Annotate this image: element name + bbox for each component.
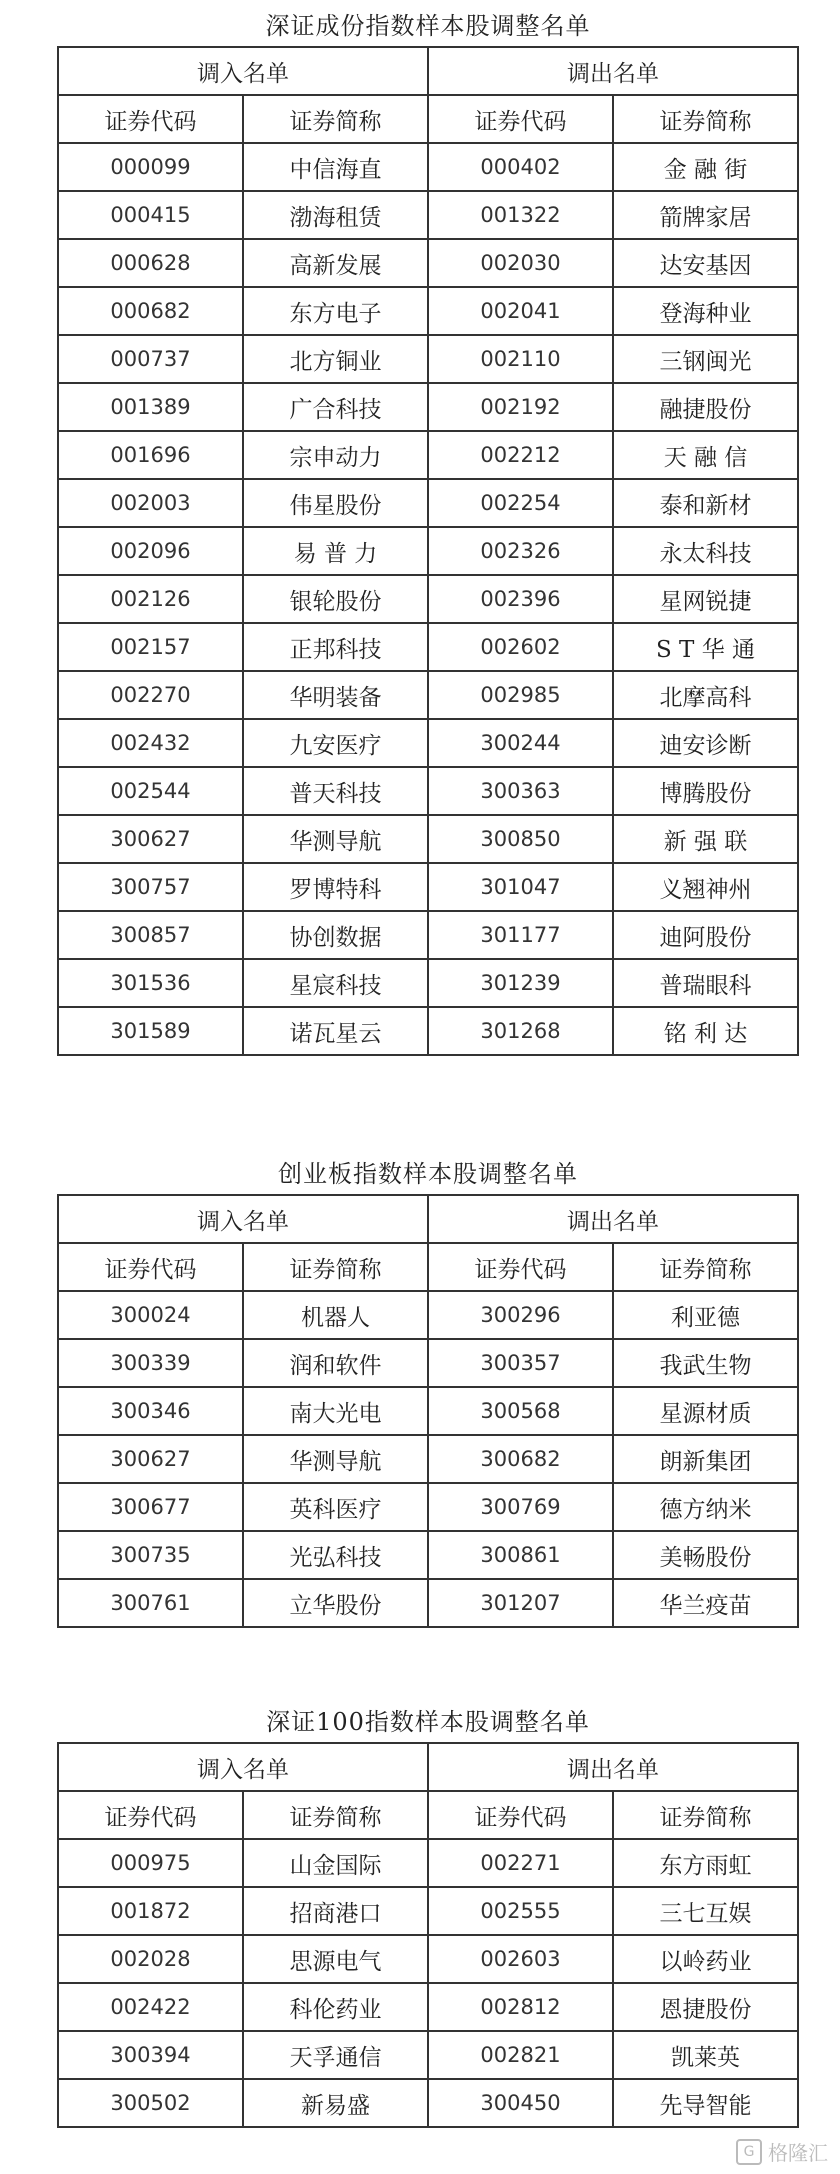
in-name-cell: 正邦科技 [243, 623, 428, 671]
out-name-cell: 德方纳米 [613, 1483, 798, 1531]
out-code-cell: 002985 [428, 671, 613, 719]
in-name-cell: 诺瓦星云 [243, 1007, 428, 1055]
table-row [58, 863, 798, 911]
section-title: 深证成份指数样本股调整名单 [265, 12, 591, 40]
out-name-cell: 达安基因 [613, 239, 798, 287]
in-name-cell: 普天科技 [243, 767, 428, 815]
out-code-cell: 002041 [428, 287, 613, 335]
out-name-cell: 星网锐捷 [613, 575, 798, 623]
in-list-header: 调入名单 [58, 1195, 428, 1243]
section-title: 深证100指数样本股调整名单 [266, 1708, 590, 1736]
watermark-text: 格隆汇 [768, 2141, 828, 2165]
out-code-cell: 301268 [428, 1007, 613, 1055]
in-code-cell: 300346 [58, 1387, 243, 1435]
in-code-cell: 002028 [58, 1935, 243, 1983]
watermark [736, 2137, 828, 2166]
in-code-cell: 300677 [58, 1483, 243, 1531]
out-name-cell: 迪安诊断 [613, 719, 798, 767]
table-row [58, 1887, 798, 1935]
out-code-cell: 002396 [428, 575, 613, 623]
out-name-cell: 凯莱英 [613, 2031, 798, 2079]
in-name-cell: 光弘科技 [243, 1531, 428, 1579]
out-name-cell: 铭 利 达 [613, 1007, 798, 1055]
table-row [58, 1579, 798, 1627]
col-header-code: 证券代码 [428, 95, 613, 143]
out-name-cell: 登海种业 [613, 287, 798, 335]
in-name-cell: 九安医疗 [243, 719, 428, 767]
out-code-cell: 002812 [428, 1983, 613, 2031]
table-row [58, 191, 798, 239]
out-name-cell: 融捷股份 [613, 383, 798, 431]
adjustment-table [57, 46, 799, 1056]
out-name-cell: 先导智能 [613, 2079, 798, 2127]
out-name-cell: 东方雨虹 [613, 1839, 798, 1887]
in-code-cell: 000975 [58, 1839, 243, 1887]
table-row [58, 1935, 798, 1983]
watermark-logo-icon: G [736, 2139, 762, 2165]
in-code-cell: 000099 [58, 143, 243, 191]
table-row [58, 1531, 798, 1579]
col-header-code: 证券代码 [58, 95, 243, 143]
in-name-cell: 南大光电 [243, 1387, 428, 1435]
out-code-cell: 300363 [428, 767, 613, 815]
out-name-cell: 三七互娱 [613, 1887, 798, 1935]
in-name-cell: 罗博特科 [243, 863, 428, 911]
in-name-cell: 渤海租赁 [243, 191, 428, 239]
out-code-cell: 301177 [428, 911, 613, 959]
out-name-cell: 三钢闽光 [613, 335, 798, 383]
out-code-cell: 301239 [428, 959, 613, 1007]
col-header-code: 证券代码 [428, 1243, 613, 1291]
in-code-cell: 300757 [58, 863, 243, 911]
out-name-cell: 华兰疫苗 [613, 1579, 798, 1627]
out-code-cell: 300244 [428, 719, 613, 767]
out-code-cell: 300568 [428, 1387, 613, 1435]
out-code-cell: 301047 [428, 863, 613, 911]
in-code-cell: 001872 [58, 1887, 243, 1935]
out-code-cell: 002212 [428, 431, 613, 479]
out-name-cell: 利亚德 [613, 1291, 798, 1339]
out-code-cell: 002326 [428, 527, 613, 575]
table-row [58, 1483, 798, 1531]
in-name-cell: 新易盛 [243, 2079, 428, 2127]
col-header-name: 证券简称 [243, 1243, 428, 1291]
in-name-cell: 伟星股份 [243, 479, 428, 527]
section-chinext [57, 1154, 799, 1628]
in-code-cell: 301589 [58, 1007, 243, 1055]
out-name-cell: 义翘神州 [613, 863, 798, 911]
table-row [58, 719, 798, 767]
table-row [58, 2079, 798, 2127]
col-header-code: 证券代码 [58, 1791, 243, 1839]
table-row [58, 671, 798, 719]
adjustment-table [57, 1742, 799, 2128]
out-name-cell: 泰和新材 [613, 479, 798, 527]
table-row [58, 959, 798, 1007]
group-header-row [58, 47, 798, 95]
section-title: 创业板指数样本股调整名单 [278, 1160, 578, 1188]
out-code-cell: 301207 [428, 1579, 613, 1627]
in-code-cell: 300857 [58, 911, 243, 959]
in-code-cell: 300627 [58, 1435, 243, 1483]
out-code-cell: 002602 [428, 623, 613, 671]
out-code-cell: 002555 [428, 1887, 613, 1935]
in-name-cell: 华明装备 [243, 671, 428, 719]
out-list-header: 调出名单 [428, 47, 798, 95]
in-code-cell: 300761 [58, 1579, 243, 1627]
in-name-cell: 山金国际 [243, 1839, 428, 1887]
out-code-cell: 002821 [428, 2031, 613, 2079]
in-code-cell: 300627 [58, 815, 243, 863]
out-name-cell: 新 强 联 [613, 815, 798, 863]
column-header-row [58, 95, 798, 143]
group-header-row [58, 1743, 798, 1791]
out-code-cell: 001322 [428, 191, 613, 239]
col-header-name: 证券简称 [243, 95, 428, 143]
in-name-cell: 广合科技 [243, 383, 428, 431]
in-name-cell: 星宸科技 [243, 959, 428, 1007]
in-name-cell: 协创数据 [243, 911, 428, 959]
in-code-cell: 002096 [58, 527, 243, 575]
out-name-cell: 天 融 信 [613, 431, 798, 479]
out-name-cell: 美畅股份 [613, 1531, 798, 1579]
out-code-cell: 002030 [428, 239, 613, 287]
in-code-cell: 001389 [58, 383, 243, 431]
table-row [58, 815, 798, 863]
in-code-cell: 002157 [58, 623, 243, 671]
out-code-cell: 300682 [428, 1435, 613, 1483]
in-code-cell: 301536 [58, 959, 243, 1007]
column-header-row [58, 1243, 798, 1291]
in-code-cell: 300339 [58, 1339, 243, 1387]
out-name-cell: 永太科技 [613, 527, 798, 575]
in-code-cell: 300735 [58, 1531, 243, 1579]
column-header-row [58, 1791, 798, 1839]
in-code-cell: 300502 [58, 2079, 243, 2127]
in-code-cell: 001696 [58, 431, 243, 479]
in-code-cell: 000682 [58, 287, 243, 335]
out-code-cell: 002192 [428, 383, 613, 431]
in-name-cell: 机器人 [243, 1291, 428, 1339]
col-header-name: 证券简称 [613, 1791, 798, 1839]
out-code-cell: 300450 [428, 2079, 613, 2127]
out-name-cell: 箭牌家居 [613, 191, 798, 239]
table-row [58, 2031, 798, 2079]
in-code-cell: 002422 [58, 1983, 243, 2031]
table-row [58, 143, 798, 191]
out-code-cell: 002110 [428, 335, 613, 383]
table-row [58, 911, 798, 959]
in-name-cell: 银轮股份 [243, 575, 428, 623]
table-row [58, 767, 798, 815]
table-row [58, 575, 798, 623]
col-header-name: 证券简称 [613, 95, 798, 143]
out-name-cell: 星源材质 [613, 1387, 798, 1435]
out-code-cell: 300850 [428, 815, 613, 863]
table-row [58, 479, 798, 527]
in-list-header: 调入名单 [58, 47, 428, 95]
table-row [58, 431, 798, 479]
out-name-cell: 迪阿股份 [613, 911, 798, 959]
out-code-cell: 000402 [428, 143, 613, 191]
table-row [58, 239, 798, 287]
out-name-cell: 博腾股份 [613, 767, 798, 815]
table-row [58, 383, 798, 431]
in-name-cell: 东方电子 [243, 287, 428, 335]
table-row [58, 1387, 798, 1435]
out-code-cell: 002254 [428, 479, 613, 527]
in-name-cell: 润和软件 [243, 1339, 428, 1387]
in-name-cell: 思源电气 [243, 1935, 428, 1983]
in-name-cell: 华测导航 [243, 1435, 428, 1483]
in-code-cell: 002270 [58, 671, 243, 719]
out-name-cell: 我武生物 [613, 1339, 798, 1387]
in-code-cell: 002126 [58, 575, 243, 623]
out-name-cell: 恩捷股份 [613, 1983, 798, 2031]
out-code-cell: 002271 [428, 1839, 613, 1887]
in-name-cell: 英科医疗 [243, 1483, 428, 1531]
in-name-cell: 立华股份 [243, 1579, 428, 1627]
in-code-cell: 002003 [58, 479, 243, 527]
in-name-cell: 北方铜业 [243, 335, 428, 383]
in-name-cell: 宗申动力 [243, 431, 428, 479]
in-code-cell: 000737 [58, 335, 243, 383]
table-row [58, 623, 798, 671]
out-list-header: 调出名单 [428, 1743, 798, 1791]
in-name-cell: 天孚通信 [243, 2031, 428, 2079]
table-row [58, 527, 798, 575]
out-name-cell: 金 融 街 [613, 143, 798, 191]
col-header-name: 证券简称 [613, 1243, 798, 1291]
in-name-cell: 科伦药业 [243, 1983, 428, 2031]
in-code-cell: 000628 [58, 239, 243, 287]
table-row [58, 1839, 798, 1887]
table-row [58, 335, 798, 383]
in-name-cell: 中信海直 [243, 143, 428, 191]
out-code-cell: 300769 [428, 1483, 613, 1531]
out-code-cell: 300357 [428, 1339, 613, 1387]
col-header-code: 证券代码 [58, 1243, 243, 1291]
table-row [58, 1339, 798, 1387]
in-code-cell: 002432 [58, 719, 243, 767]
section-szse-component [57, 6, 799, 1056]
in-name-cell: 高新发展 [243, 239, 428, 287]
in-code-cell: 000415 [58, 191, 243, 239]
in-name-cell: 华测导航 [243, 815, 428, 863]
out-name-cell: 以岭药业 [613, 1935, 798, 1983]
adjustment-table [57, 1194, 799, 1628]
out-code-cell: 002603 [428, 1935, 613, 1983]
table-row [58, 1435, 798, 1483]
section-szse-100 [57, 1702, 799, 2128]
in-name-cell: 招商港口 [243, 1887, 428, 1935]
out-name-cell: S T 华 通 [613, 623, 798, 671]
table-row [58, 1291, 798, 1339]
out-code-cell: 300861 [428, 1531, 613, 1579]
in-name-cell: 易 普 力 [243, 527, 428, 575]
in-code-cell: 002544 [58, 767, 243, 815]
group-header-row [58, 1195, 798, 1243]
table-row [58, 1983, 798, 2031]
out-list-header: 调出名单 [428, 1195, 798, 1243]
col-header-code: 证券代码 [428, 1791, 613, 1839]
in-list-header: 调入名单 [58, 1743, 428, 1791]
table-row [58, 1007, 798, 1055]
out-name-cell: 普瑞眼科 [613, 959, 798, 1007]
col-header-name: 证券简称 [243, 1791, 428, 1839]
in-code-cell: 300394 [58, 2031, 243, 2079]
table-row [58, 287, 798, 335]
out-name-cell: 朗新集团 [613, 1435, 798, 1483]
out-name-cell: 北摩高科 [613, 671, 798, 719]
in-code-cell: 300024 [58, 1291, 243, 1339]
out-code-cell: 300296 [428, 1291, 613, 1339]
